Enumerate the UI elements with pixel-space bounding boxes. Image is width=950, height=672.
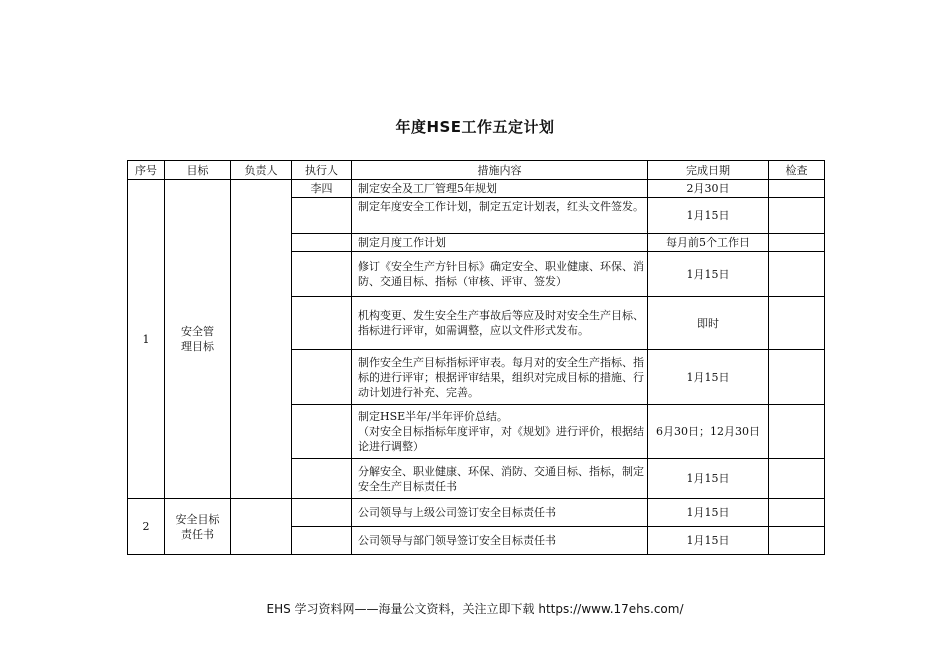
header-no: 序号 [128, 161, 165, 180]
table-header-row [128, 161, 825, 180]
table-row [128, 499, 825, 527]
row-executor [292, 234, 352, 252]
header-check: 检查 [769, 161, 825, 180]
footer-text: EHS 学习资料网——海量公文资料，关注立即下载 https://www.17ehs.com/ [266, 602, 684, 616]
header-date: 完成日期 [648, 161, 769, 180]
row-date: 1月15日 [648, 350, 769, 405]
row-date: 6月30日；12月30日 [648, 405, 769, 459]
header-goal: 目标 [165, 161, 231, 180]
group-goal: 安全管理目标 [165, 180, 231, 499]
row-check [769, 252, 825, 297]
table-row [128, 180, 825, 198]
row-check [769, 405, 825, 459]
row-check [769, 180, 825, 198]
row-check [769, 234, 825, 252]
group-owner [231, 180, 292, 499]
row-executor [292, 527, 352, 555]
row-executor [292, 297, 352, 350]
row-check [769, 350, 825, 405]
row-date: 即时 [648, 297, 769, 350]
row-executor [292, 459, 352, 499]
row-check [769, 297, 825, 350]
row-executor [292, 499, 352, 527]
row-date: 2月30日 [648, 180, 769, 198]
row-content: 制定年度安全工作计划，制定五定计划表，红头文件签发。 [352, 198, 648, 234]
row-executor [292, 198, 352, 234]
row-check [769, 459, 825, 499]
row-content: 公司领导与部门领导签订安全目标责任书 [352, 527, 648, 555]
row-date: 1月15日 [648, 252, 769, 297]
row-date: 每月前5个工作日 [648, 234, 769, 252]
row-content: 制定月度工作计划 [352, 234, 648, 252]
row-content: 机构变更、发生安全生产事故后等应及时对安全生产目标、指标进行评审，如需调整，应以文件形式发布。 [352, 297, 648, 350]
group-goal: 安全目标责任书 [165, 499, 231, 555]
row-check [769, 499, 825, 527]
row-date: 1月15日 [648, 459, 769, 499]
header-executor: 执行人 [292, 161, 352, 180]
row-check [769, 527, 825, 555]
row-content: 分解安全、职业健康、环保、消防、交通目标、指标，制定安全生产目标责任书 [352, 459, 648, 499]
row-date: 1月15日 [648, 527, 769, 555]
row-executor [292, 252, 352, 297]
row-content: 制定安全及工厂管理5年规划 [352, 180, 648, 198]
plan-table [127, 160, 825, 555]
row-executor: 李四 [292, 180, 352, 198]
row-executor [292, 405, 352, 459]
row-check [769, 198, 825, 234]
group-owner [231, 499, 292, 555]
group-number: 2 [128, 499, 165, 555]
row-date: 1月15日 [648, 198, 769, 234]
header-content: 措施内容 [352, 161, 648, 180]
row-content: 修订《安全生产方针目标》确定安全、职业健康、环保、消防、交通目标、指标（审核、评审、签发） [352, 252, 648, 297]
row-content: 制作安全生产目标指标评审表。每月对的安全生产指标、指标的进行评审；根据评审结果，组织对完成目标的措施、行动计划进行补充、完善。 [352, 350, 648, 405]
row-executor [292, 350, 352, 405]
row-content: 公司领导与上级公司签订安全目标责任书 [352, 499, 648, 527]
page-title: 年度HSE工作五定计划 [395, 118, 555, 136]
group-number: 1 [128, 180, 165, 499]
row-date: 1月15日 [648, 499, 769, 527]
header-owner: 负责人 [231, 161, 292, 180]
row-content: 制定HSE半年/半年评价总结。 （对安全目标指标年度评审，对《规划》进行评价，根据结论进行调整） [352, 405, 648, 459]
